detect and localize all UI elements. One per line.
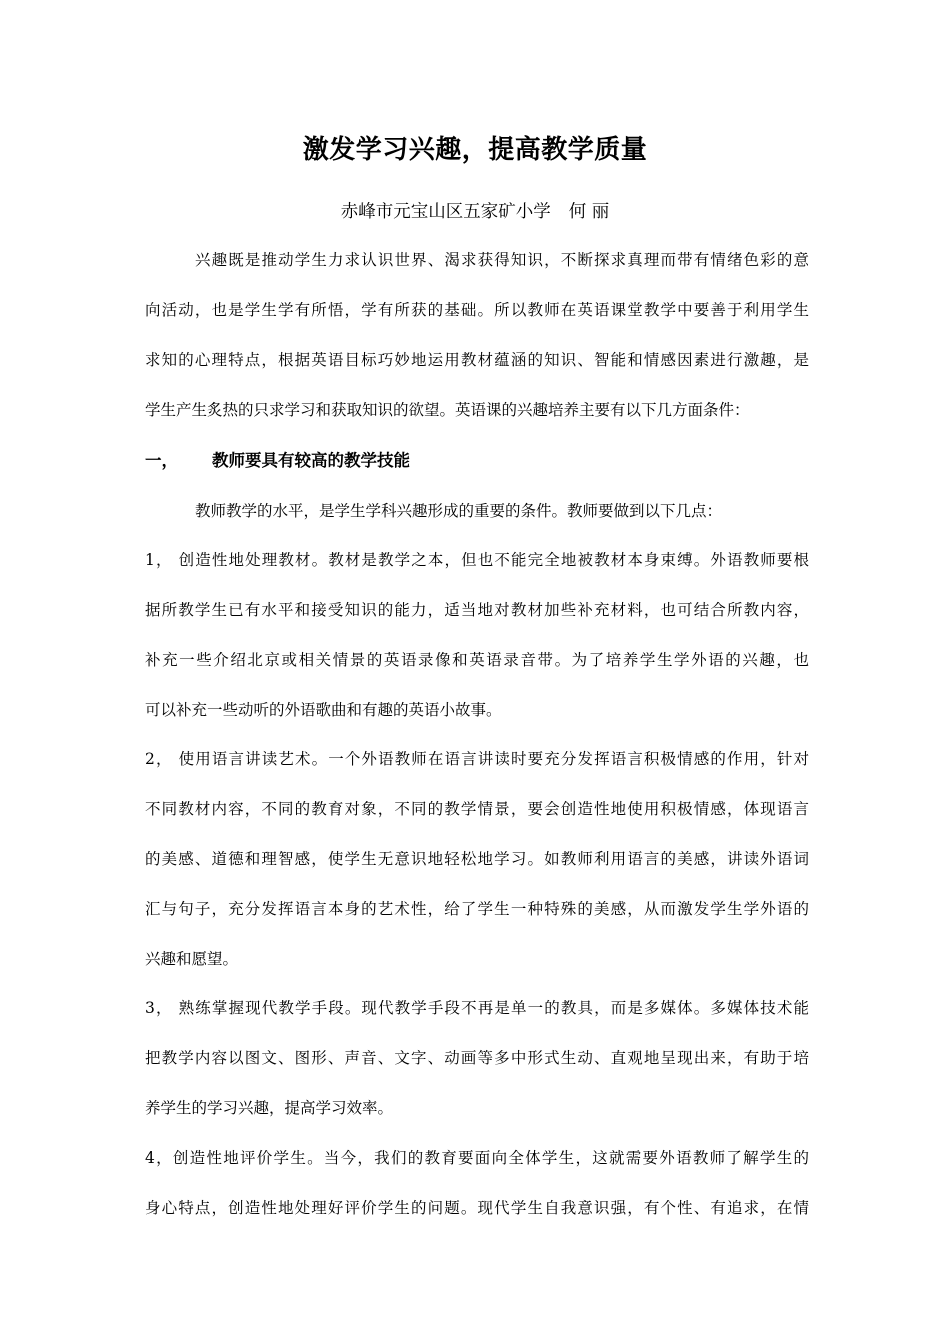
point1-line: 1， 创造性地处理教材。教材是教学之本，但也不能完全地被教材本身束缚。外语教师要根 xyxy=(145,551,809,569)
point3-line: 3， 熟练掌握现代教学手段。现代教学手段不再是单一的教具，而是多媒体。多媒体技术能 xyxy=(145,999,809,1017)
point4-line: 4，创造性地评价学生。当今，我们的教育要面向全体学生，这就需要外语教师了解学生的 xyxy=(145,1149,809,1167)
point3-line: 养学生的学习兴趣，提高学习效率。 xyxy=(145,1099,394,1117)
point1-line: 补充一些介绍北京或相关情景的英语录像和英语录音带。为了培养学生学外语的兴趣，也 xyxy=(145,651,809,669)
section-title: 教师要具有较高的教学技能 xyxy=(212,451,410,470)
point1-line: 可以补充一些动听的外语歌曲和有趣的英语小故事。 xyxy=(145,701,502,719)
author-name: 何 丽 xyxy=(568,202,610,222)
section-number: 一， xyxy=(145,451,178,470)
author-school: 赤峰市元宝山区五家矿小学 xyxy=(340,202,551,222)
intro-line: 学生产生炙热的只求学习和获取知识的欲望。英语课的兴趣培养主要有以下几方面条件： xyxy=(145,401,750,419)
point1-line: 据所教学生已有水平和接受知识的能力，适当地对教材加些补充材料，也可结合所教内容， xyxy=(145,601,809,619)
document-title: 激发学习兴趣，提高教学质量 xyxy=(302,135,648,165)
point2-line: 2， 使用语言讲读艺术。一个外语教师在语言讲读时要充分发挥语言积极情感的作用，针对 xyxy=(145,750,809,768)
point4-line: 身心特点，创造性地处理好评价学生的问题。现代学生自我意识强，有个性、有追求，在情 xyxy=(145,1199,809,1217)
point2-line: 汇与句子，充分发挥语言本身的艺术性，给了学生一种特殊的美感，从而激发学生学外语的 xyxy=(145,900,809,918)
point2-line: 不同教材内容，不同的教育对象，不同的教学情景，要会创造性地使用积极情感，体现语言 xyxy=(145,800,809,818)
section-intro: 教师教学的水平，是学生学科兴趣形成的重要的条件。教师要做到以下几点： xyxy=(195,502,723,520)
intro-line: 兴趣既是推动学生力求认识世界、渴求获得知识，不断探求真理而带有情绪色彩的意 xyxy=(195,251,809,269)
point2-line: 兴趣和愿望。 xyxy=(145,950,239,968)
intro-line: 向活动，也是学生学有所悟，学有所获的基础。所以教师在英语课堂教学中要善于利用学生 xyxy=(145,301,809,319)
intro-line: 求知的心理特点，根据英语目标巧妙地运用教材蕴涵的知识、智能和情感因素进行激趣，是 xyxy=(145,351,809,369)
point3-line: 把教学内容以图文、图形、声音、文字、动画等多中形式生动、直观地呈现出来，有助于培 xyxy=(145,1049,809,1067)
author-line xyxy=(0,198,950,226)
section-heading xyxy=(145,449,410,473)
point2-line: 的美感、道德和理智感，使学生无意识地轻松地学习。如教师利用语言的美感，讲读外语词 xyxy=(145,850,809,868)
